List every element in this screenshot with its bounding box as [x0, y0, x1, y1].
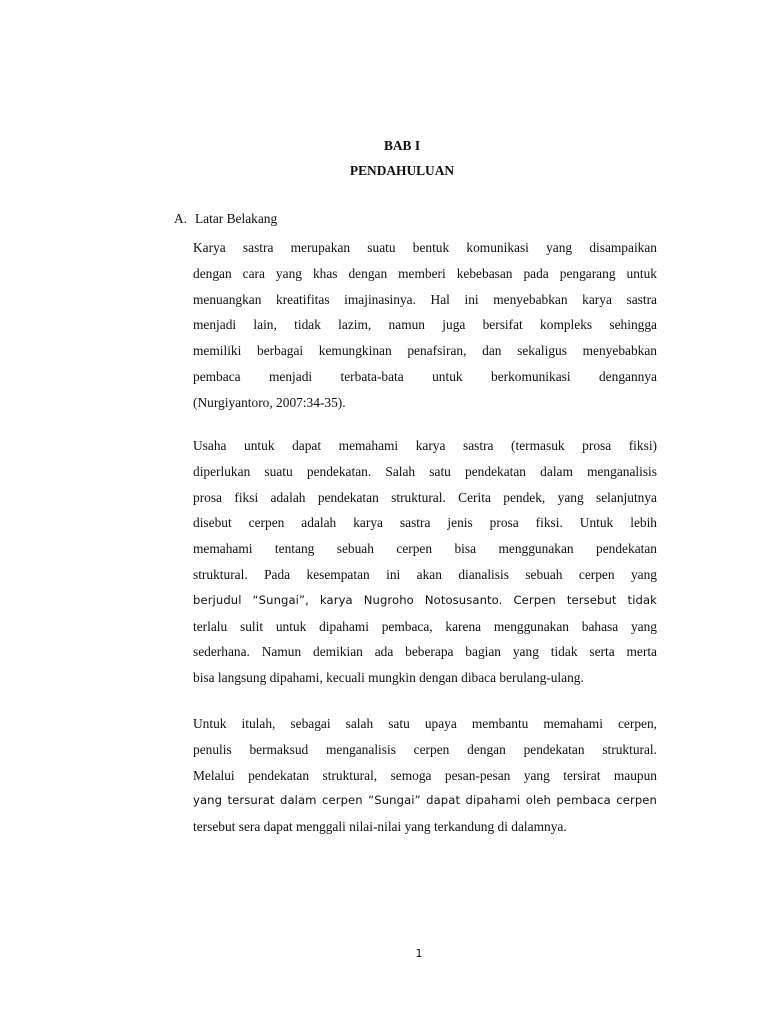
paragraph-line: prosa fiksi adalah pendekatan struktural. Cerita pendek, yang selanjutnya: [193, 489, 657, 505]
chapter-number: BAB I: [383, 138, 421, 153]
paragraph-line: berjudul “Sungai”, karya Nugroho Notosusanto. Cerpen tersebut tidak: [193, 592, 657, 607]
paragraph-line: tersebut sera dapat menggali nilai-nilai yang terkandung di dalamnya.: [193, 819, 567, 835]
paragraph-line: struktural. Pada kesempatan ini akan dianalisis sebuah cerpen yang: [193, 566, 657, 582]
paragraph-line: Usaha untuk dapat memahami karya sastra (termasuk prosa fiksi): [193, 438, 657, 453]
paragraph-2: [193, 433, 657, 691]
chapter-title: PENDAHULUAN: [349, 163, 455, 178]
paragraph-line: menuangkan kreatifitas imajinasinya. Hal ini menyebabkan karya sastra: [193, 291, 657, 307]
paragraph-line: Untuk itulah, sebagai salah satu upaya membantu memahami cerpen,: [193, 716, 657, 731]
paragraph-line: dengan cara yang khas dengan memberi kebebasan pada pengarang untuk: [193, 265, 657, 281]
section-letter: A.: [174, 211, 188, 226]
paragraph-line: Melalui pendekatan struktural, semoga pesan-pesan yang tersirat maupun: [193, 767, 657, 783]
paragraph-line: bisa langsung dipahami, kecuali mungkin dengan dibaca berulang-ulang.: [193, 670, 584, 686]
paragraph-line: memiliki berbagai kemungkinan penafsiran, dan sekaligus menyebabkan: [193, 343, 657, 359]
page-number: 1: [415, 947, 423, 960]
paragraph-line: menjadi lain, tidak lazim, namun juga bersifat kompleks sehingga: [193, 317, 657, 333]
paragraph-line: terlalu sulit untuk dipahami pembaca, karena menggunakan bahasa yang: [193, 618, 657, 634]
paragraph-line: yang tersurat dalam cerpen “Sungai” dapat dipahami oleh pembaca cerpen: [193, 793, 657, 808]
paragraph-3: [193, 711, 657, 840]
paragraph-line: disebut cerpen adalah karya sastra jenis prosa fiksi. Untuk lebih: [193, 515, 657, 531]
paragraph-line: diperlukan suatu pendekatan. Salah satu pendekatan dalam menganalisis: [193, 463, 657, 479]
paragraph-line: (Nurgiyantoro, 2007:34-35).: [193, 394, 346, 410]
paragraph-line: memahami tentang sebuah cerpen bisa menggunakan pendekatan: [193, 541, 657, 557]
paragraph-line: Karya sastra merupakan suatu bentuk komunikasi yang disampaikan: [193, 240, 657, 255]
section-title: Latar Belakang: [195, 211, 278, 226]
paragraph-1: [193, 235, 657, 416]
paragraph-line: pembaca menjadi terbata-bata untuk berkomunikasi dengannya: [193, 368, 657, 384]
paragraph-line: sederhana. Namun demikian ada beberapa bagian yang tidak serta merta: [193, 644, 657, 660]
paragraph-line: penulis bermaksud menganalisis cerpen dengan pendekatan struktural.: [193, 741, 657, 757]
section-heading: [174, 211, 277, 227]
